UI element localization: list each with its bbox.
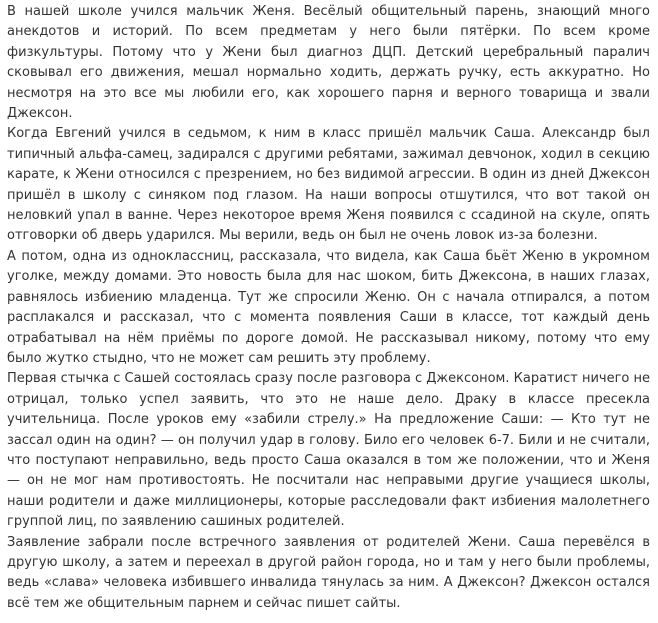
paragraph-5: Заявление забрали после встречного заявления от родителей Жени. Саша перевёлся в другую школу, а затем и переехал в другой район города, но и там у него были проблемы, ведь «слава» человека избившего инвалида тянулась за ним. А Джексон? Джексон остался всё тем же общительным парнем и сейчас пишет сайты. <box>7 534 650 611</box>
paragraph-4: Первая стычка с Сашей состоялась сразу после разговора с Джексоном. Каратист ничего не отрицал, только успел заявить, что это не наше дело. Драку в классе пресекла учительница. После уроков ему «забили стрелу.» На предложение Саши: — Кто тут не зассал один на один? — он получил удар в голову. Било его человек 6-7. Били и не считали, что поступают неправильно, ведь просто Саша оказался в том же положении, что и Женя — он не мог нам противостоять. Не посчитали нас неправыми другие учащиеся школы, наши родители и даже миллиционеры, которые расследовали факт избиения малолетнего группой лиц, по заявлению сашиных родителей. <box>7 371 650 530</box>
paragraph-3: А потом, одна из одноклассниц, рассказала, что видела, как Саша бьёт Женю в укромном уголке, между домами. Это новость была для нас шоком, бить Джексона, в наших глазах, равнялось избиению младенца. Тут же спросили Женю. Он с начала отпирался, а потом расплакался и рассказал, что с момента появления Саши в классе, тот каждый день отрабатывал на нём приёмы по дороге домой. Не рассказывал никому, потому что ему было жутко стыдно, что не может сам решить эту проблему. <box>7 248 650 366</box>
paragraph-2: Когда Евгений учился в седьмом, к ним в класс пришёл мальчик Саша. Александр был типичный альфа-самец, задирался с другими ребятами, зажимал девчонок, ходил в секцию карате, к Жени относился с презрением, но без видимой агрессии. В один из дней Джексон пришёл в школу с синяком под глазом. На наши вопросы отшутился, что вот такой он неловкий упал в ванне. Через некоторое время Женя появился с ссадиной на скуле, опять отговорки об дверь ударился. Мы верили, ведь он был не очень ловок из-за болезни. <box>7 126 650 244</box>
paragraph-1: В нашей школе учился мальчик Женя. Весёлый общительный парень, знающий много анекдотов и историй. По всем предметам у него были пятёрки. По всем кроме физкультуры. Потому что у Жени был диагноз ДЦП. Детский церебральный паралич сковывал его движения, мешал нормально ходить, держать ручку, есть аккуратно. Но несмотря на это все мы любили его, как хорошего парня и верного товарища и звали Джексон. <box>7 4 650 122</box>
